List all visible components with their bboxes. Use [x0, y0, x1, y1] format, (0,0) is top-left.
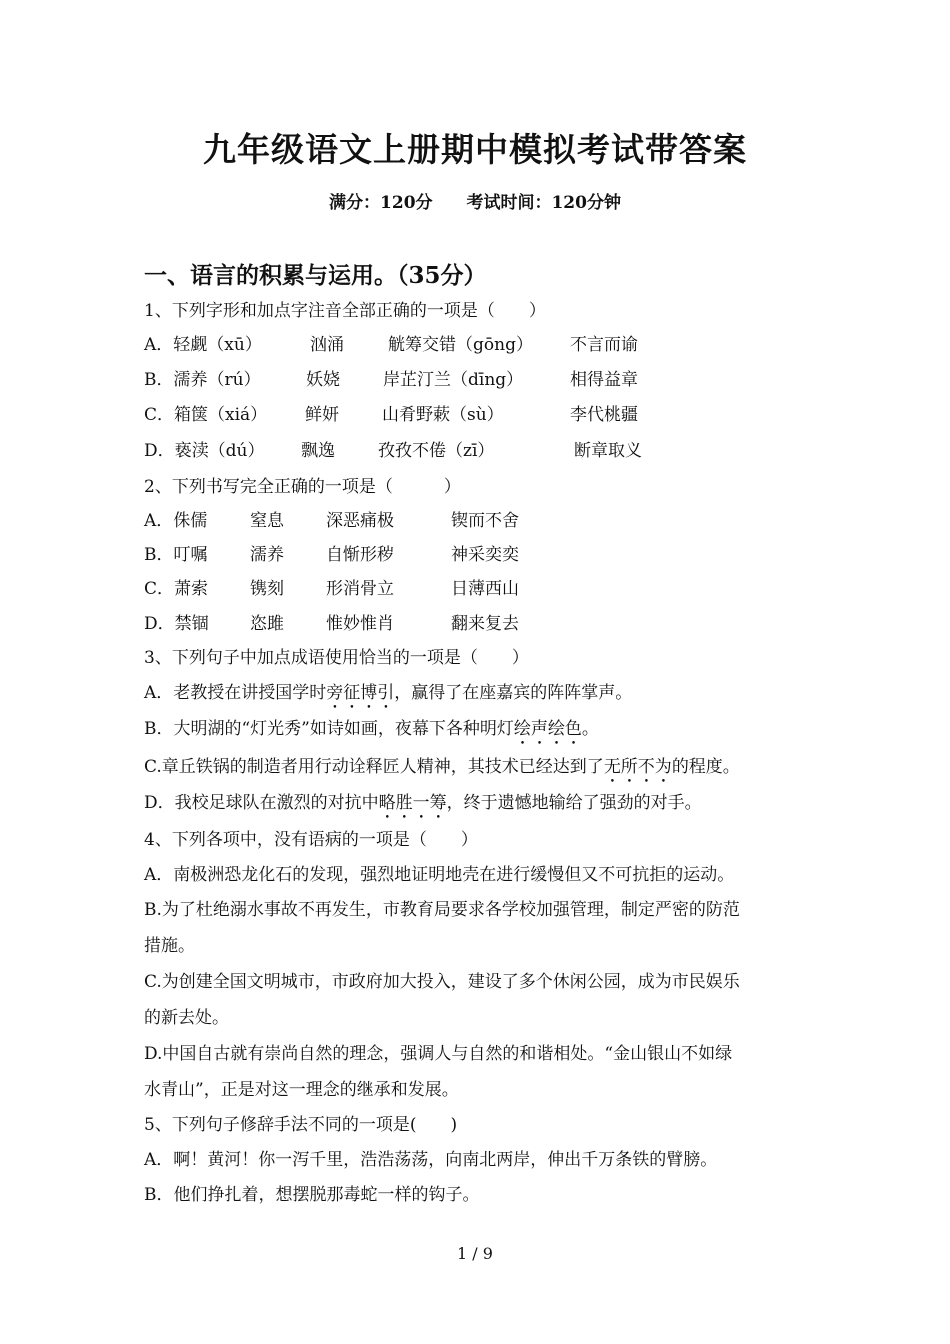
q2-d-item1: D．禁锢: [144, 614, 209, 634]
q3-c-idiom: 无所不为: [603, 757, 672, 777]
q1-c-item4: 李代桃疆: [570, 405, 638, 425]
q1-c-item2: 鲜妍: [305, 405, 339, 425]
q4-option-d-line1: D.中国自古就有崇尚自然的理念，强调人与自然的和谐相处。“金山银山不如绿: [144, 1044, 733, 1064]
q3-option-b: [144, 718, 599, 749]
q3-c-pre: C.章丘铁锅的制造者用行动诠释匠人精神，其技术已经达到了: [144, 757, 604, 777]
q4-option-d-line2: 水青山”，正是对这一理念的继承和发展。: [144, 1080, 459, 1100]
q2-b-item1: B．叮嘱: [144, 545, 208, 565]
q1-a-item2: 汹涌: [310, 335, 344, 355]
q3-b-idiom: 绘声绘色: [513, 719, 582, 739]
q3-c-post: 的程度。: [671, 757, 740, 777]
q4-option-b-line2: 措施。: [144, 936, 195, 956]
q3-option-d: [144, 792, 702, 823]
q2-b-item3: 自惭形秽: [326, 545, 394, 565]
q1-d-item1: D．亵渎（dú）: [144, 441, 265, 461]
q3-d-idiom: 略胜一筹: [378, 793, 447, 813]
q1-a-item3: 觥筹交错（gōng）: [388, 335, 533, 355]
q3-option-a: [144, 682, 632, 713]
q3-a-pre: A．老教授在讲授国学时: [144, 683, 327, 703]
question-3-stem: 3、下列句子中加点成语使用恰当的一项是（ ）: [144, 648, 529, 668]
q1-b-item3: 岸芷汀兰（dīng）: [383, 370, 524, 390]
q2-c-item2: 镌刻: [250, 579, 284, 599]
q2-a-item2: 窒息: [250, 511, 284, 531]
q3-b-pre: B．大明湖的“灯光秀”如诗如画，夜幕下各种明灯: [144, 719, 514, 739]
q4-option-a: A．南极洲恐龙化石的发现，强烈地证明地壳在进行缓慢但又不可抗拒的运动。: [144, 865, 735, 885]
exam-time: 考试时间：120分钟: [466, 193, 621, 213]
q1-c-item3: 山肴野蔌（sù）: [382, 405, 504, 425]
q4-option-b-line1: B.为了杜绝溺水事故不再发生，市教育局要求各学校加强管理，制定严密的防范: [144, 900, 740, 920]
q2-c-item4: 日薄西山: [451, 579, 519, 599]
q2-d-item2: 恣雎: [250, 614, 284, 634]
q5-option-b: B．他们挣扎着，想摆脱那毒蛇一样的钩子。: [144, 1185, 480, 1205]
q2-a-item3: 深恶痛极: [326, 511, 394, 531]
q2-b-item2: 濡养: [250, 545, 284, 565]
q2-d-item4: 翻来复去: [451, 614, 519, 634]
q3-a-post: ，赢得了在座嘉宾的阵阵掌声。: [394, 683, 633, 703]
q4-option-c-line1: C.为创建全国文明城市，市政府加大投入，建设了多个休闲公园，成为市民娱乐: [144, 972, 740, 992]
q2-d-item3: 惟妙惟肖: [326, 614, 394, 634]
q1-a-item1: A．轻觑（xū）: [144, 335, 262, 355]
q2-b-item4: 神采奕奕: [451, 545, 519, 565]
q1-b-item1: B．濡养（rú）: [144, 370, 261, 390]
q2-a-item1: A．侏儒: [144, 511, 208, 531]
q1-b-item4: 相得益章: [570, 370, 638, 390]
q1-d-item3: 孜孜不倦（zī）: [378, 441, 495, 461]
q3-d-post: ，终于遗憾地输给了强劲的对手。: [446, 793, 702, 813]
q3-a-idiom: 旁征博引: [326, 683, 395, 703]
exam-info: [0, 188, 950, 213]
document-title: 九年级语文上册期中模拟考试带答案: [203, 130, 747, 169]
q2-c-item1: C．萧索: [144, 579, 209, 599]
q1-a-item4: 不言而谕: [570, 335, 638, 355]
question-5-stem: 5、下列句子修辞手法不同的一项是( ): [144, 1115, 458, 1135]
q2-c-item3: 形消骨立: [326, 579, 394, 599]
q1-d-item2: 飘逸: [301, 441, 335, 461]
q5-option-a: A．啊！黄河！你一泻千里，浩浩荡荡，向南北两岸，伸出千万条铁的臂膀。: [144, 1150, 718, 1170]
full-score: 满分：120分: [329, 193, 433, 213]
q1-d-item4: 断章取义: [574, 441, 642, 461]
question-2-stem: 2、下列书写完全正确的一项是（ ）: [144, 477, 461, 497]
q1-c-item1: C．箱箧（xiá）: [144, 405, 268, 425]
question-1-stem: 1、下列字形和加点字注音全部正确的一项是（ ）: [144, 301, 546, 321]
q3-b-post: 。: [581, 719, 599, 739]
q1-b-item2: 妖娆: [306, 370, 340, 390]
section-heading: 一、语言的积累与运用。（35分）: [144, 262, 487, 289]
page-number: 1 / 9: [457, 1244, 493, 1263]
q4-option-c-line2: 的新去处。: [144, 1008, 229, 1028]
q3-d-pre: D．我校足球队在激烈的对抗中: [144, 793, 379, 813]
q3-option-c: [144, 756, 740, 787]
question-4-stem: 4、下列各项中，没有语病的一项是（ ）: [144, 830, 478, 850]
q2-a-item4: 锲而不舍: [451, 511, 519, 531]
